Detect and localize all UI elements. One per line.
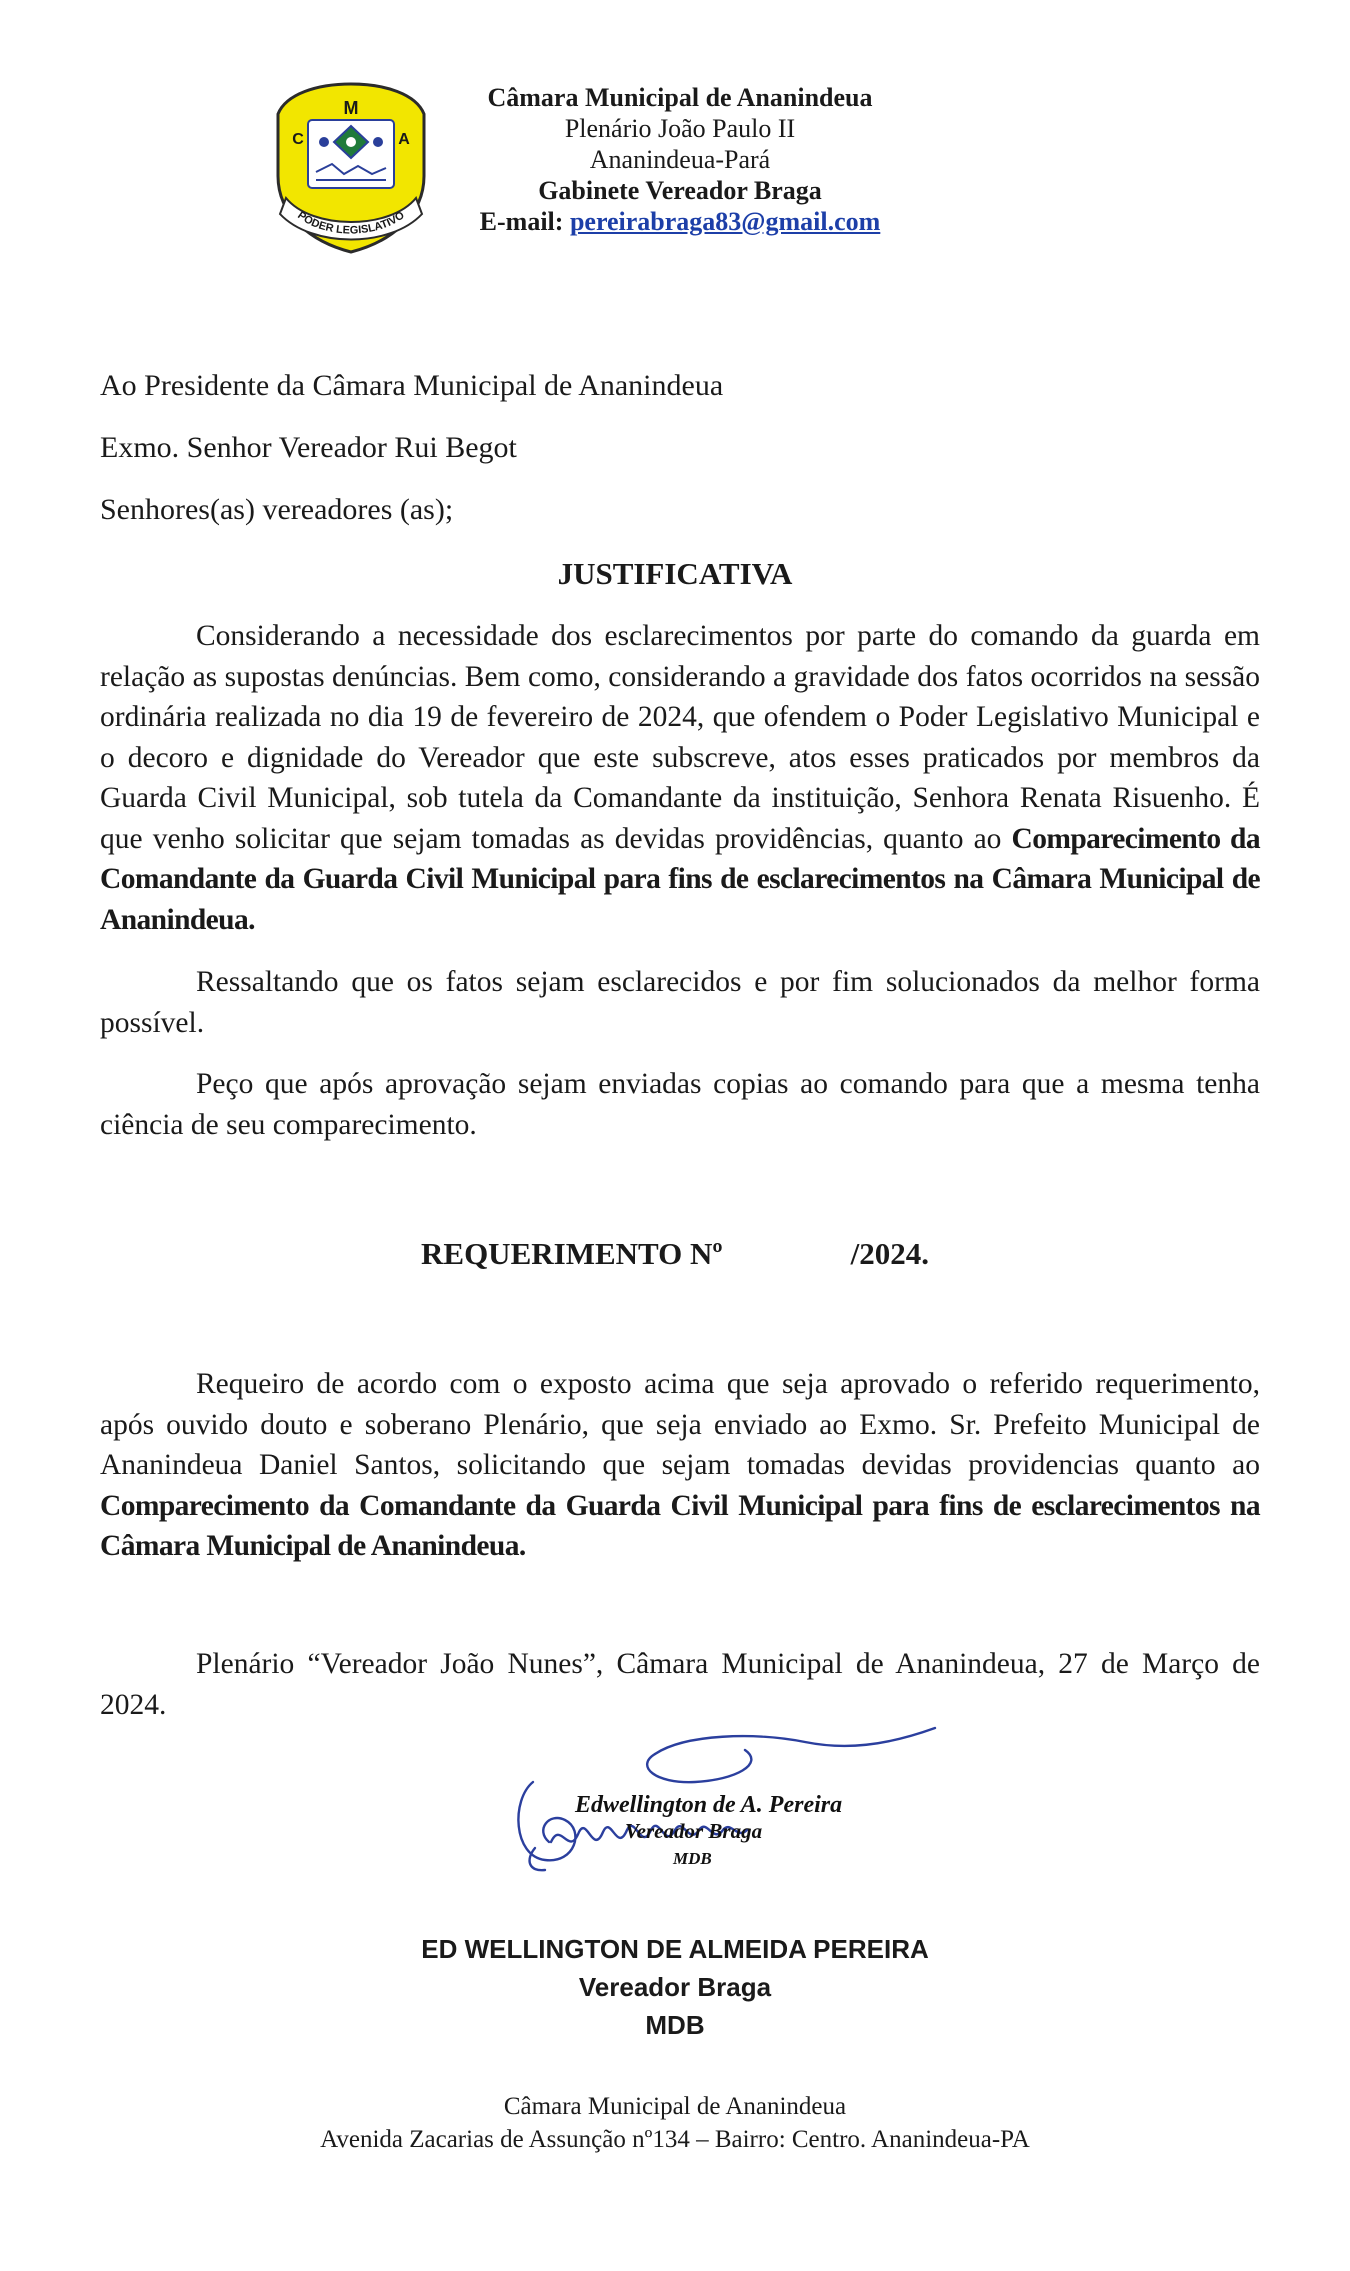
- signatory-party: MDB: [645, 2010, 705, 2040]
- header-email-line: [420, 206, 940, 237]
- logo-letter-a: A: [398, 131, 410, 148]
- justification-p1-text: Considerando a necessidade dos esclarecimentos por parte do comando da guarda em relação as supostas denúncias. Bem como, considerando a gravidade dos fatos ocorridos na sessão ordinária realizada no dia 19 de fevereiro de 2024, que ofendem o Poder Legislativo Municipal e o decoro e dignidade do Vereador que este subscreve, atos esses praticados por membros da Guarda Civil Municipal, sob tutela da Comandante da instituição, Senhora Renata Risuenho. É que venho solicitar que sejam tomadas as devidas providências, quanto ao: [100, 620, 1260, 855]
- camara-logo-icon: [272, 80, 430, 256]
- header-city: Ananindeua-Pará: [589, 145, 771, 174]
- justification-paragraph-3: Peço que após aprovação sejam enviadas copias ao comando para que a mesma tenha ciência de seu comparecimento.: [100, 1068, 1260, 1141]
- requirement-paragraph: [100, 1364, 1260, 1567]
- addressee-vereador: Exmo. Senhor Vereador Rui Begot: [100, 431, 517, 464]
- footer: [0, 2090, 1350, 2156]
- justification-paragraph-1: [100, 616, 1260, 940]
- email-link[interactable]: pereirabraga83@gmail.com: [569, 207, 881, 236]
- letterhead: [420, 82, 940, 237]
- header-office: Gabinete Vereador Braga: [538, 176, 822, 205]
- signature-image: [505, 1720, 945, 1890]
- header-institution: Câmara Municipal de Ananindeua: [487, 83, 873, 112]
- stamp-title: Vereador Braga: [625, 1819, 763, 1843]
- footer-address: Avenida Zacarias de Assunção nº134 – Bairro: Centro. Ananindeua-PA: [320, 2126, 1030, 2153]
- requirement-title-suffix: /2024.: [850, 1236, 929, 1271]
- requirement-title-prefix: REQUERIMENTO Nº: [421, 1236, 723, 1271]
- stamp-party: MDB: [673, 1849, 712, 1868]
- logo-ribbon-text: PODER LEGISLATIVO: [295, 209, 407, 237]
- logo-letter-c: C: [292, 131, 304, 148]
- addressee-president: Ao Presidente da Câmara Municipal de Ananindeua: [100, 369, 724, 402]
- signatory-block: [0, 1930, 1350, 2044]
- place-date: Plenário “Vereador João Nunes”, Câmara Municipal de Ananindeua, 27 de Março de 2024.: [100, 1648, 1260, 1721]
- signatory-title: Vereador Braga: [578, 1972, 772, 2002]
- logo-letter-m: M: [343, 98, 359, 118]
- requirement-bold: Comparecimento da Comandante da Guarda Civil Municipal para fins de esclarecimentos na Câmara Municipal de Ananindeua.: [100, 1489, 1260, 1562]
- requirement-title: [0, 1236, 1350, 1272]
- stamp-name: Edwellington de A. Pereira: [575, 1792, 843, 1818]
- requirement-text: Requeiro de acordo com o exposto acima que seja aprovado o referido requerimento, após ouvido douto e soberano Plenário, que seja enviado ao Exmo. Sr. Prefeito Municipal de Ananindeua Daniel Santos, solicitando que sejam tomadas devidas providencias quanto ao: [100, 1368, 1260, 1481]
- header-plenary: Plenário João Paulo II: [564, 114, 796, 143]
- footer-institution: Câmara Municipal de Ananindeua: [503, 2093, 847, 2120]
- addressee-senhores: Senhores(as) vereadores (as);: [100, 493, 454, 526]
- justification-paragraph-2: Ressaltando que os fatos sejam esclarecidos e por fim solucionados da melhor forma possível.: [100, 966, 1260, 1039]
- signatory-name: ED WELLINGTON DE ALMEIDA PEREIRA: [421, 1934, 929, 1964]
- justification-heading: JUSTIFICATIVA: [557, 556, 793, 591]
- justification-p1-bold: Comparecimento da Comandante da Guarda Civil Municipal para fins de esclarecimentos na Câmara Municipal de Ananindeua.: [100, 822, 1260, 936]
- email-label: E-mail:: [479, 207, 564, 236]
